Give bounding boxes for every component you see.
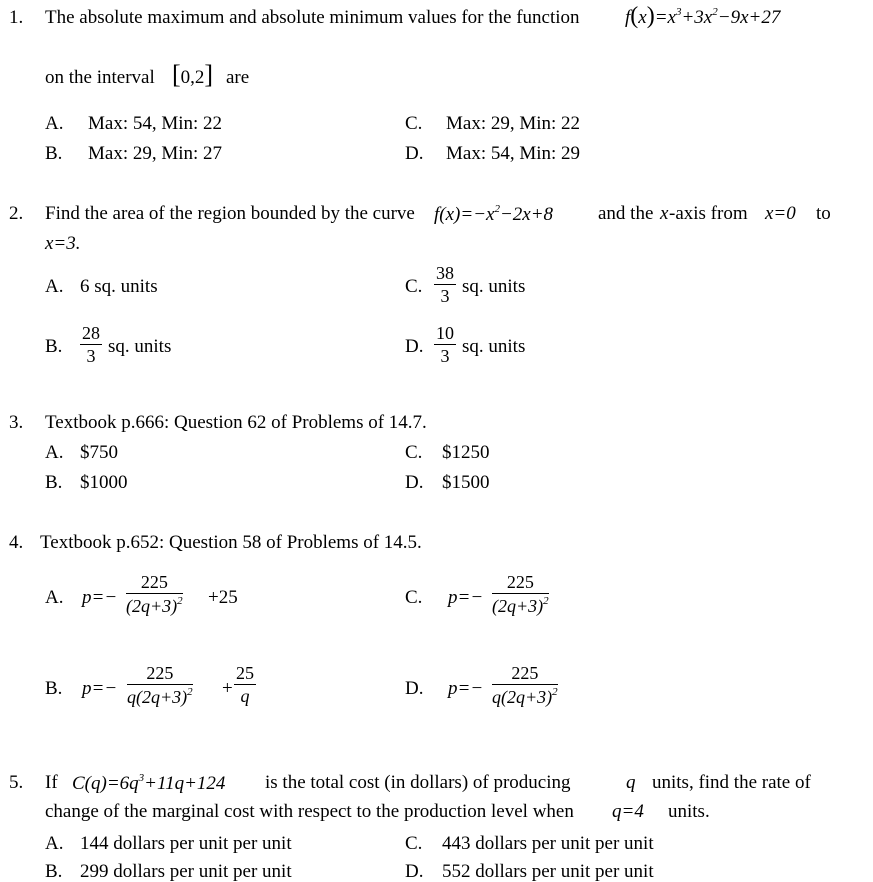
q1-option-d-letter: D. [405,143,424,164]
q4-option-d-letter: D. [405,678,424,699]
q5-option-b: 299 dollars per unit per unit [80,861,292,882]
q3-stem: Textbook p.666: Question 62 of Problems of 14.7. [45,412,427,433]
q3-option-c: $1250 [442,442,490,463]
q3-option-b-letter: B. [45,472,63,493]
q2-option-b-letter: B. [45,336,63,357]
q2-stem-b: and the [598,203,654,224]
q2-upper-bound: x=3. [45,233,81,254]
q4-option-d-lhs: p=− [448,678,484,699]
q2-function: $f(x)=-x^2-2x+8$ [434,203,554,225]
q1-option-c-letter: C. [405,113,423,134]
q5-option-a: 144 dollars per unit per unit [80,833,292,854]
q2-option-b: sq. units [108,336,172,357]
q4-option-d-fraction: $\frac{225}{q(2q+3)^2}$ [492,663,558,707]
q5-stem-if: If [45,772,58,793]
q4-option-b-fraction-2: $\frac{25}{q}$ [236,663,254,706]
q2-x-var: x [660,203,669,224]
q1-stem-cont: on the interval [45,67,155,88]
q2-option-c: sq. units [462,276,526,297]
q5-stem-e: units. [668,801,710,822]
q5-number: 5. [9,772,24,793]
q3-option-d: $1500 [442,472,490,493]
q2-option-b-fraction: $\frac{28}{3}$ [82,323,100,366]
q1-stem: The absolute maximum and absolute minimum values for the function [45,7,580,28]
q1-stem-end: are [226,67,250,88]
q1-function: $f(x)=x^3+3x^2-9x+27$ [625,3,781,29]
q4-option-a-tail: +25 [208,587,238,608]
q5-option-c: 443 dollars per unit per unit [442,833,654,854]
q1-option-c: Max: 29, Min: 22 [446,113,581,134]
q1-option-a: Max: 54, Min: 22 [88,113,223,134]
q2-number: 2. [9,203,24,224]
q4-stem: Textbook p.652: Question 58 of Problems of 14.5. [40,532,422,553]
q4-option-c-lhs: p=− [448,587,484,608]
q2-to: to [816,203,831,224]
q1-option-b-letter: B. [45,143,63,164]
q5-option-a-letter: A. [45,833,64,854]
q3-option-c-letter: C. [405,442,423,463]
q2-option-d-letter: D. [405,336,424,357]
q1-option-d: Max: 54, Min: 29 [446,143,581,164]
q1-number: 1. [9,7,24,28]
q2-option-d: sq. units [462,336,526,357]
q2-stem-c: -axis from [669,203,748,224]
q4-option-c-fraction: $\frac{225}{(2q+3)^2}$ [492,572,549,616]
q2-option-a: 6 sq. units [80,276,158,297]
q4-option-b-plus: + [222,678,233,699]
q5-q-var: q [626,772,636,793]
q1-option-b: Max: 29, Min: 27 [88,143,223,164]
q4-option-b-lhs: p=− [82,678,118,699]
q2-option-a-letter: A. [45,276,64,297]
q3-number: 3. [9,412,24,433]
q5-option-c-letter: C. [405,833,423,854]
q3-option-b: $1000 [80,472,128,493]
q5-stem-c: units, find the rate of [652,772,811,793]
q4-option-b-letter: B. [45,678,63,699]
q5-stem-b: is the total cost (in dollars) of producing [265,772,571,793]
q2-stem: Find the area of the region bounded by the curve [45,203,415,224]
q4-option-a-fraction: $\frac{225}{(2q+3)^2}$ [126,572,183,616]
q2-option-c-fraction: $\frac{38}{3}$ [436,263,454,306]
q2-option-c-letter: C. [405,276,423,297]
q4-option-c-letter: C. [405,587,423,608]
q1-option-a-letter: A. [45,113,64,134]
q5-q-value: q=4 [612,801,644,822]
q4-option-a-letter: A. [45,587,64,608]
q3-option-a: $750 [80,442,118,463]
q5-option-d: 552 dollars per unit per unit [442,861,654,882]
q5-option-d-letter: D. [405,861,424,882]
q3-option-d-letter: D. [405,472,424,493]
q2-option-d-fraction: $\frac{10}{3}$ [436,323,454,366]
q5-option-b-letter: B. [45,861,63,882]
q1-interval: [0,2] [172,60,214,89]
q4-number: 4. [9,532,24,553]
q5-stem-d: change of the marginal cost with respect to the production level when [45,801,574,822]
q4-option-a-lhs: p=− [82,587,118,608]
q5-cost-function: $C(q)=6q^3+11q+124$ [72,772,226,794]
q3-option-a-letter: A. [45,442,64,463]
q4-option-b-fraction: $\frac{225}{q(2q+3)^2}$ [127,663,193,707]
q2-from: x=0 [765,203,796,224]
